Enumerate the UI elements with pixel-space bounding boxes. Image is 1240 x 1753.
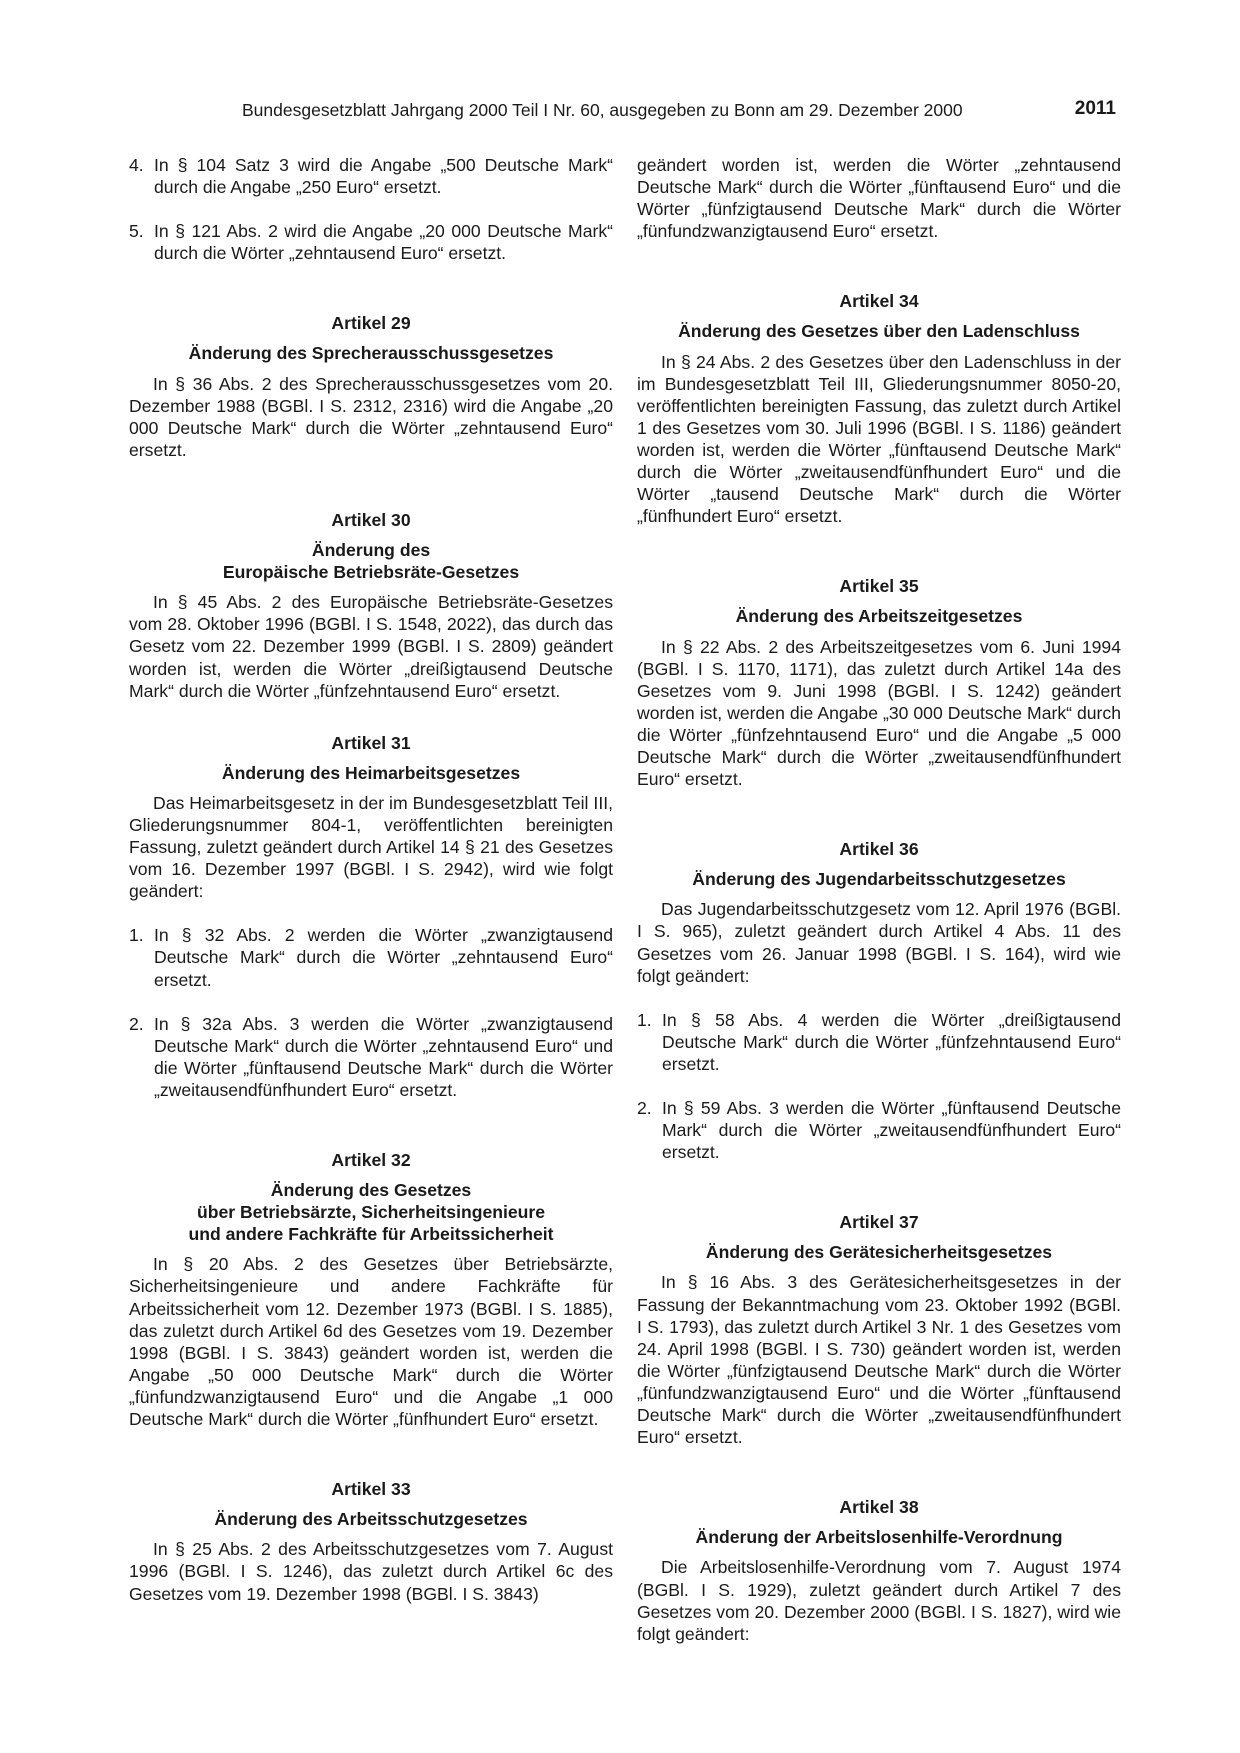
article-text: In § 36 Abs. 2 des Sprecherausschussgesetzes vom 20. Dezember 1988 (BGBl. I S. 2312, 2316) wird die Angabe „20 000 Deutsche Mark“ durch die Wörter „zehntausend Euro“ ersetzt. [129, 373, 613, 460]
list-item [129, 1013, 613, 1101]
article-number: Artikel 37 [839, 1212, 919, 1233]
article-number: Artikel 36 [839, 839, 919, 860]
list-item [637, 1097, 1121, 1163]
article-title-line-1: Änderung des [311, 540, 431, 561]
item-number: 2. [129, 1013, 144, 1034]
continued-text: geändert worden ist, werden die Wörter „zehntausend Deutsche Mark“ durch die Wörter „fünftausend Euro“ und die Wörter „fünfzigtausend Deutsche Mark“ durch die Wörter „fünfundzwanzigtausend Euro“ ersetzt. [637, 155, 1121, 242]
article-32 [129, 1149, 613, 1430]
article-number: Artikel 38 [839, 1497, 919, 1518]
article-number: Artikel 30 [331, 509, 411, 530]
article-text: In § 22 Abs. 2 des Arbeitszeitgesetzes vom 6. Juni 1994 (BGBl. I S. 1170, 1171), das zuletzt durch Artikel 14a des Gesetzes vom 9. Juni 1998 (BGBl. I S. 1242) geändert worden ist, werden die Angabe „30 000 Deutsche Mark“ durch die Wörter „fünfzehntausend Euro“ und die Angabe „5 000 Deutsche Mark“ durch die Wörter „zweitausendfünfhundert Euro“ ersetzt. [637, 636, 1121, 790]
article-text: Das Heimarbeitsgesetz in der im Bundesgesetzblatt Teil III, Gliederungsnummer 804-1, veröffentlichten bereinigten Fassung, zuletzt geändert durch Artikel 14 § 21 des Gesetzes vom 16. Dezember 1997 (BGBl. I S. 2942), wird wie folgt geändert: [129, 792, 613, 902]
article-title-line-1: Änderung des Gesetzes [270, 1180, 472, 1201]
list-item [129, 154, 613, 198]
article-30 [129, 509, 613, 702]
article-title: Änderung des Gerätesicherheitsgesetzes [705, 1242, 1053, 1263]
item-number: 2. [637, 1098, 652, 1118]
article-title: Änderung des Heimarbeitsgesetzes [221, 762, 521, 783]
article-text: Die Arbeitslosenhilfe-Verordnung vom 7. August 1974 (BGBl. I S. 1929), zuletzt geändert durch Artikel 7 des Gesetzes vom 20. Dezember 2000 (BGBl. I S. 1827), wird wie folgt geändert: [637, 1557, 1121, 1644]
article-text: In § 45 Abs. 2 des Europäische Betriebsräte-Gesetzes vom 28. Oktober 1996 (BGBl. I S. 1548, 2022), das durch das Gesetz vom 22. Dezember 1999 (BGBl. I S. 2809) geändert worden ist, werden die Wörter „dreißigtausend Deutsche Mark“ durch die Wörter „fünfzehntausend Euro“ ersetzt. [129, 592, 613, 701]
article-title-line-2: über Betriebsärzte, Sicherheitsingenieure [196, 1202, 546, 1223]
article-title: Änderung des Sprecherausschussgesetzes [188, 343, 554, 364]
article-text: Das Jugendarbeitsschutzgesetz vom 12. April 1976 (BGBl. I S. 965), zuletzt geändert durch Artikel 4 Abs. 11 des Gesetzes vom 26. Januar 1998 (BGBl. I S. 164), wird wie folgt geändert: [637, 899, 1121, 986]
article-number: Artikel 32 [331, 1150, 411, 1170]
article-38 [637, 1496, 1121, 1645]
article-text: In § 24 Abs. 2 des Gesetzes über den Ladenschluss in der im Bundesgesetzblatt Teil III, Gliederungsnummer 8050-20, veröffentlichten bereinigten Fassung, das zuletzt durch Artikel 1 des Gesetzes vom 30. Juli 1996 (BGBl. I S. 1186) geändert worden ist, werden die Wörter „fünftausend Deutsche Mark“ durch die Wörter „zweitausendfünfhundert Euro“ und die Wörter „tausend Deutsche Mark“ durch die Wörter „fünfhundert Euro“ ersetzt. [637, 351, 1121, 527]
article-number: Artikel 35 [839, 576, 919, 597]
article-number: Artikel 29 [331, 313, 411, 334]
article-text: In § 16 Abs. 3 des Gerätesicherheitsgesetzes in der Fassung der Bekanntmachung vom 23. Oktober 1992 (BGBl. I S. 1793), das zuletzt durch Artikel 3 Nr. 1 des Gesetzes vom 24. April 1998 (BGBl. I S. 730) geändert worden ist, werden die Wörter „fünfzigtausend Deutsche Mark“ durch die Wörter „fünfundzwanzigtausend Euro“ und die Wörter „fünftausend Deutsche Mark“ durch die Wörter „zweitausendfünfhundert Euro“ ersetzt. [637, 1272, 1121, 1448]
item-number: 1. [129, 925, 144, 946]
article-title-line-3: und andere Fachkräfte für Arbeitssicherheit [188, 1224, 554, 1245]
item-text: In § 32 Abs. 2 werden die Wörter „zwanzigtausend Deutsche Mark“ durch die Wörter „zehntausend Euro“ ersetzt. [154, 925, 613, 990]
article-title-line-2: Europäische Betriebsräte-Gesetzes [222, 562, 520, 583]
item-text: In § 121 Abs. 2 wird die Angabe „20 000 Deutsche Mark“ durch die Wörter „zehntausend Euro“ ersetzt. [154, 221, 613, 264]
page-header [130, 98, 1130, 124]
article-title: Änderung des Arbeitsschutzgesetzes [214, 1509, 528, 1530]
article-title: Änderung des Gesetzes über den Ladenschluss [678, 321, 1080, 342]
list-item [129, 924, 613, 990]
article-text: In § 20 Abs. 2 des Gesetzes über Betriebsärzte, Sicherheitsingenieure und andere Fachkräfte für Arbeitssicherheit vom 12. Dezember 1973 (BGBl. I S. 1885), das zuletzt durch Artikel 6d des Gesetzes vom 19. Dezember 1998 (BGBl. I S. 3843) geändert worden ist, werden die Angabe „50 000 Deutsche Mark“ durch die Wörter „fünfundzwanzigtausend Euro“ und die Angabe „1 000 Deutsche Mark“ durch die Wörter „fünfhundert Euro“ ersetzt. [129, 1254, 613, 1430]
article-29 [129, 312, 613, 461]
page-number: 2011 [1074, 98, 1116, 119]
item-text: In § 58 Abs. 4 werden die Wörter „dreißigtausend Deutsche Mark“ durch die Wörter „fünfzehntausend Euro“ ersetzt. [662, 1009, 1121, 1074]
running-header: Bundesgesetzblatt Jahrgang 2000 Teil I Nr. 60, ausgegeben zu Bonn am 29. Dezember 2000 [242, 100, 963, 120]
article-text: In § 25 Abs. 2 des Arbeitsschutzgesetzes vom 7. August 1996 (BGBl. I S. 1246), das zuletzt durch Artikel 6c des Gesetzes vom 19. Dezember 1998 (BGBl. I S. 3843) [129, 1539, 613, 1604]
article-37 [637, 1211, 1121, 1448]
article-36 [637, 838, 1121, 1163]
item-number: 5. [129, 221, 144, 242]
item-number: 4. [129, 155, 144, 175]
article-title: Änderung der Arbeitslosenhilfe-Verordnung [695, 1527, 1063, 1548]
article-34 [637, 290, 1121, 527]
left-column [129, 154, 613, 1605]
article-number: Artikel 34 [839, 291, 919, 312]
list-item [637, 1009, 1121, 1075]
item-text: In § 32a Abs. 3 werden die Wörter „zwanzigtausend Deutsche Mark“ durch die Wörter „zehntausend Euro“ und die Wörter „fünftausend Deutsche Mark“ durch die Wörter „zweitausendfünfhundert Euro“ ersetzt. [154, 1013, 613, 1100]
item-number: 1. [637, 1009, 652, 1030]
article-31 [129, 732, 613, 1101]
article-35 [637, 575, 1121, 790]
article-title: Änderung des Arbeitszeitgesetzes [735, 606, 1023, 627]
article-title: Änderung des Jugendarbeitsschutzgesetzes [692, 869, 1066, 890]
article-33 [129, 1478, 613, 1604]
right-column [637, 154, 1121, 1645]
list-item [129, 220, 613, 264]
item-text: In § 59 Abs. 3 werden die Wörter „fünftausend Deutsche Mark“ durch die Wörter „zweitausendfünfhundert Euro“ ersetzt. [662, 1098, 1121, 1163]
article-number: Artikel 33 [331, 1479, 411, 1500]
item-text: In § 104 Satz 3 wird die Angabe „500 Deutsche Mark“ durch die Angabe „250 Euro“ ersetzt. [154, 155, 613, 198]
article-number: Artikel 31 [331, 732, 411, 753]
